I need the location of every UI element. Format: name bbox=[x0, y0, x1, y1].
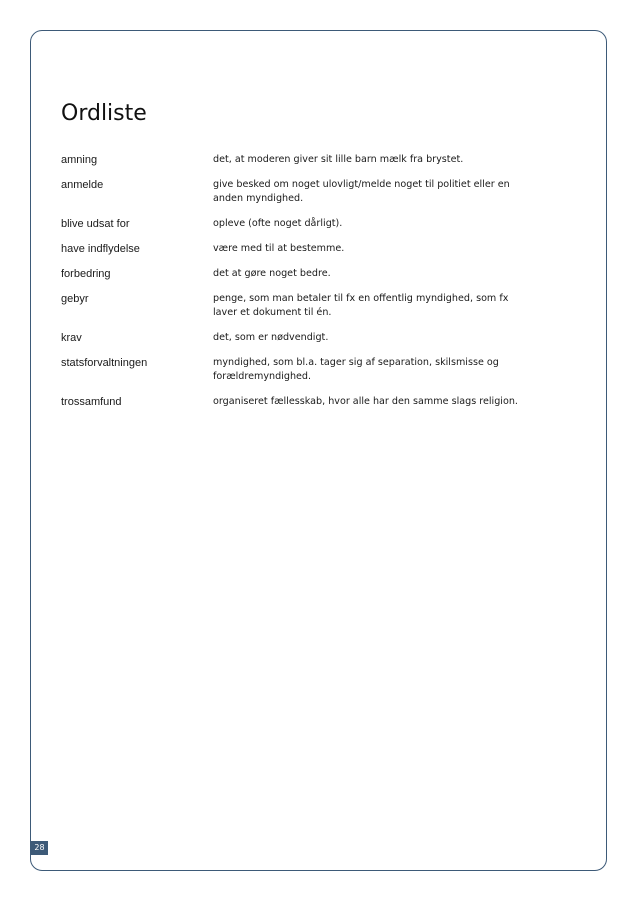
glossary-term: have indflydelse bbox=[61, 243, 140, 255]
glossary-term: gebyr bbox=[61, 293, 89, 305]
glossary-entry bbox=[61, 267, 541, 281]
page-title: Ordliste bbox=[61, 101, 147, 126]
glossary-definition: det, at moderen giver sit lille barn mælk fra brystet. bbox=[213, 154, 464, 165]
glossary-entry bbox=[61, 331, 541, 345]
glossary-entry bbox=[61, 153, 541, 167]
glossary-term: statsforvaltningen bbox=[61, 357, 148, 369]
glossary-list bbox=[61, 153, 541, 420]
glossary-term: amning bbox=[61, 154, 98, 166]
glossary-entry bbox=[61, 217, 541, 231]
glossary-entry bbox=[61, 242, 541, 256]
glossary-entry bbox=[61, 395, 541, 409]
glossary-term: krav bbox=[61, 332, 82, 344]
glossary-definition: myndighed, som bl.a. tager sig af separation, skilsmisse og forældremyndighed. bbox=[213, 357, 499, 382]
glossary-definition: det at gøre noget bedre. bbox=[213, 268, 331, 279]
glossary-definition: være med til at bestemme. bbox=[213, 243, 345, 254]
page-number: 28 bbox=[31, 841, 48, 855]
glossary-entry bbox=[61, 178, 541, 206]
glossary-term: anmelde bbox=[61, 179, 104, 191]
glossary-definition: organiseret fællesskab, hvor alle har den samme slags religion. bbox=[213, 396, 518, 407]
glossary-definition: give besked om noget ulovligt/melde noget til politiet eller en anden myndighed. bbox=[213, 179, 510, 204]
glossary-term: blive udsat for bbox=[61, 218, 130, 230]
glossary-definition: penge, som man betaler til fx en offentlig myndighed, som fx laver et dokument til én. bbox=[213, 293, 509, 318]
glossary-definition: det, som er nødvendigt. bbox=[213, 332, 329, 343]
glossary-term: trossamfund bbox=[61, 396, 122, 408]
glossary-entry bbox=[61, 292, 541, 320]
glossary-term: forbedring bbox=[61, 268, 111, 280]
glossary-definition: opleve (ofte noget dårligt). bbox=[213, 218, 343, 229]
glossary-entry bbox=[61, 356, 541, 384]
